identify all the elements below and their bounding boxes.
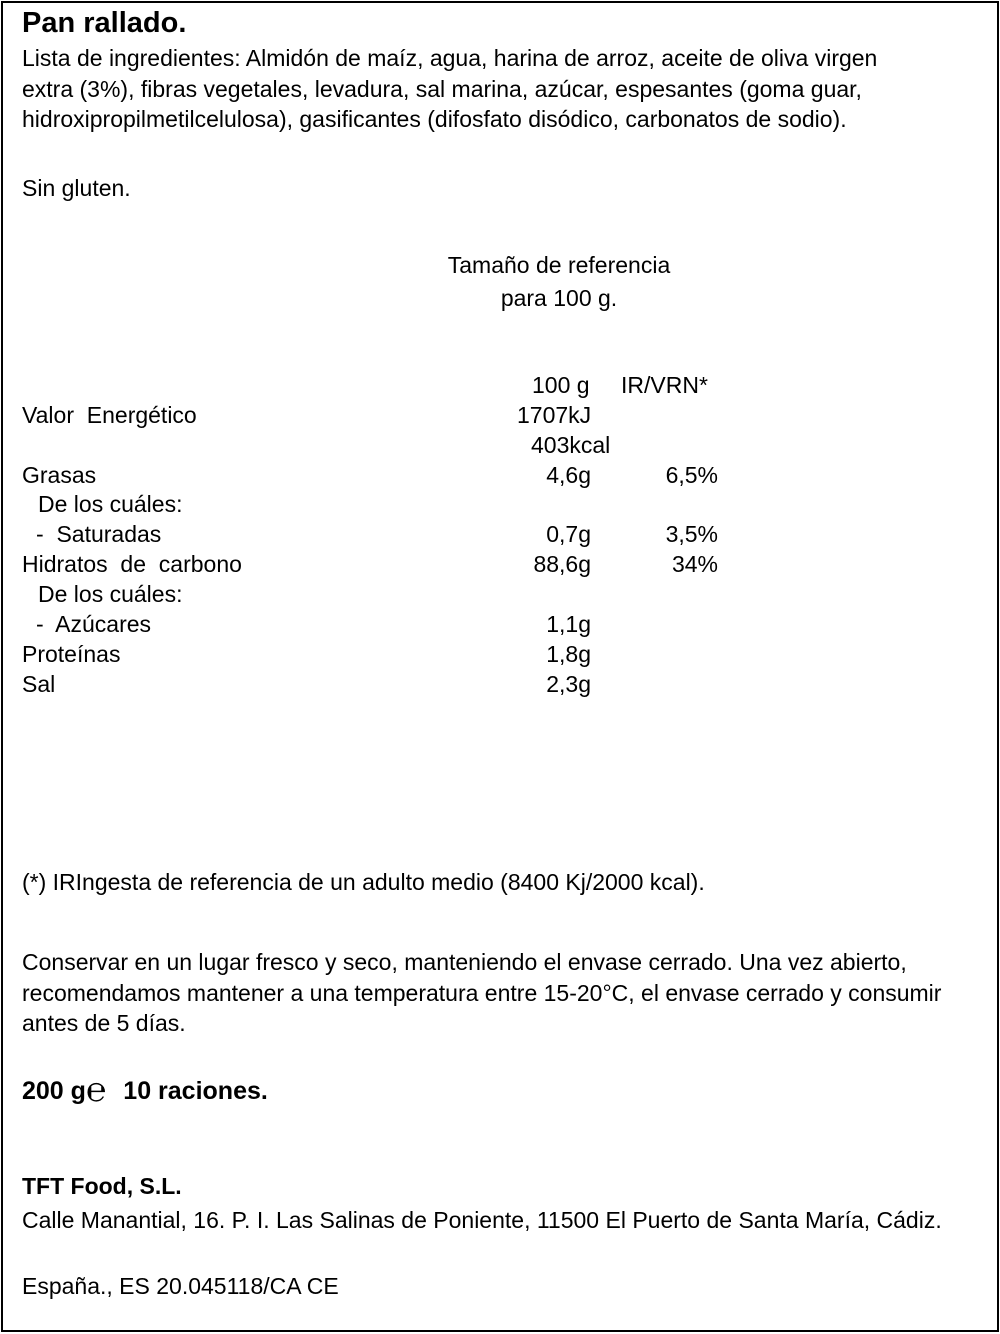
product-title: Pan rallado. [22,7,187,39]
nutrient-ir-percent: 34% [671,551,718,577]
ingredients-list: Lista de ingredientes: Almidón de maíz, agua, harina de arroz, aceite de oliva virgen extra (3%), fibras vegetales, levadura, sal marina, azúcar, espesantes (goma guar, hidroxipropilmetilcelulosa), gasificantes (difosfato disódico, carbonatos de sodio). [22,45,878,132]
nutrient-ir-percent: 3,5% [665,521,718,547]
nutrition-row [3,460,993,490]
nutrient-amount: 88,6g [533,551,591,577]
nutrient-name: De los cuáles: [38,581,183,607]
company-name: TFT Food, S.L. [22,1173,182,1199]
nutrient-ir-percent: 6,5% [665,462,718,488]
reference-intake-footnote: (*) IRIngesta de referencia de un adulto medio (8400 Kj/2000 kcal). [22,869,705,895]
nutrition-row [3,579,993,609]
reference-size-line2: para 100 g. [500,285,618,311]
estimated-sign-icon: ℮ [85,1071,107,1109]
nutrition-row [3,549,993,579]
gluten-free-note: Sin gluten. [22,175,131,201]
nutrient-name: - Azúcares [36,611,152,637]
nutrient-name: Proteínas [22,641,121,667]
energy-kj [517,400,591,430]
energy-kcal-value: 403 [531,432,570,458]
nutrient-amount: 1,1g [546,611,591,637]
net-weight-line [22,1071,268,1109]
net-weight: 200 g [22,1077,86,1105]
nutrition-row-energy [3,400,993,430]
nutrient-name: Hidratos de carbono [22,551,242,577]
energy-kj-value: 1707 [517,402,569,428]
column-header-amount: 100 g [532,372,590,398]
energy-kcal-unit: kcal [569,432,611,458]
nutrition-row [3,639,993,669]
nutrition-row [3,519,993,549]
country-registration: España., ES 20.045118/CA CE [22,1273,339,1299]
nutrition-row [3,489,993,519]
nutrition-row-energy-kcal [3,430,993,460]
nutrient-name: Grasas [22,462,97,488]
company-address: Calle Manantial, 16. P. I. Las Salinas de Poniente, 11500 El Puerto de Santa María, Cádiz. [22,1207,942,1233]
nutrient-amount: 1,8g [546,641,591,667]
storage-instructions: Conservar en un lugar fresco y seco, manteniendo el envase cerrado. Una vez abierto, recomendamos mantener a una temperatura entre 15-20°C, el envase cerrado y consumir antes de 5 días. [22,949,942,1036]
nutrient-name: Valor Energético [22,402,197,428]
nutrient-name: De los cuáles: [38,491,183,517]
reference-size-line1: Tamaño de referencia [447,252,671,278]
nutrient-amount: 4,6g [546,462,591,488]
nutrient-amount: 0,7g [546,521,591,547]
nutrition-row [3,609,993,639]
energy-kcal [531,430,610,460]
nutrient-name: Sal [22,671,56,697]
nutrient-amount: 2,3g [546,671,591,697]
servings: 10 raciones. [123,1077,268,1105]
nutrition-row [3,669,993,699]
energy-kj-unit: kJ [568,402,592,428]
product-label [1,1,999,1332]
column-header-ir: IR/VRN* [621,372,708,398]
nutrient-name: - Saturadas [36,521,162,547]
